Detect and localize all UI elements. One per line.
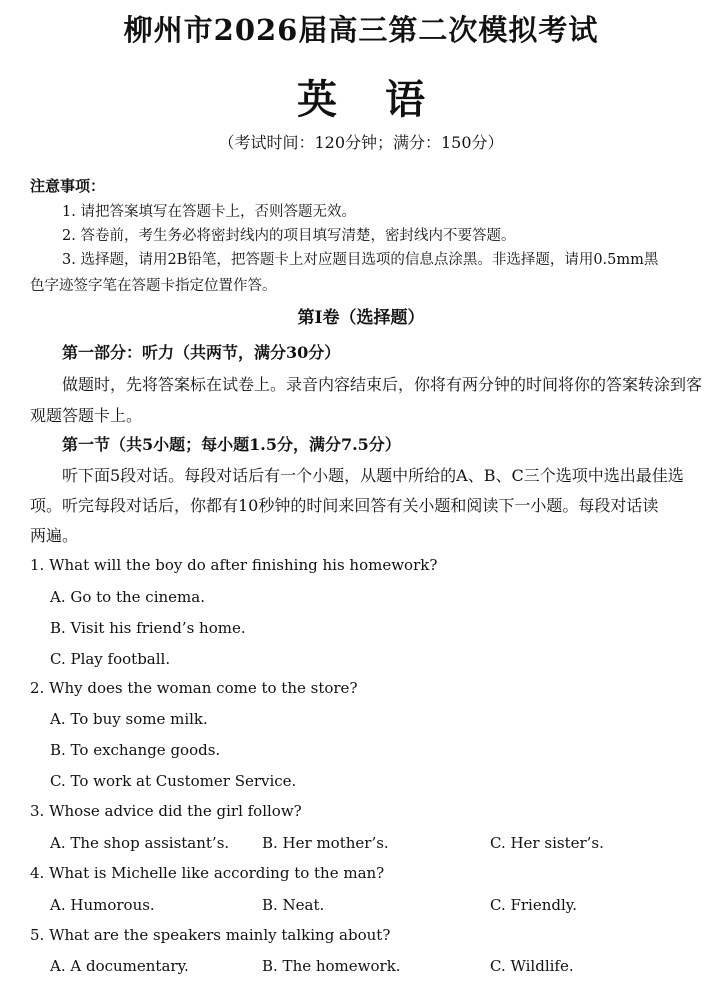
notice-item-2: 2. 答卷前，考生务必将密封线内的项目填写清楚，密封线内不要答题。 — [62, 228, 516, 244]
subject-title — [0, 68, 722, 125]
question-5-option-b: B. The homework. — [262, 957, 401, 975]
question-3-option-c: C. Her sister’s. — [490, 834, 604, 852]
section-1-instruction-line-3: 两遍。 — [30, 526, 79, 545]
question-1-stem: 1. What will the boy do after finishing his homework? — [30, 556, 438, 574]
notice-item-1: 1. 请把答案填写在答题卡上，否则答题无效。 — [62, 204, 356, 220]
subject-char-2: 语 — [385, 76, 425, 123]
notice-item-3: 3. 选择题，请用2B铅笔，把答题卡上对应题目选项的信息点涂黑。非选择题，请用0.5mm黑 — [62, 252, 659, 268]
question-2-option-c: C. To work at Customer Service. — [50, 772, 297, 790]
exam-title: 柳州市2026届高三第二次模拟考试 — [123, 13, 599, 47]
question-5-stem: 5. What are the speakers mainly talking about? — [30, 926, 391, 944]
notice-heading: 注意事项： — [30, 177, 106, 195]
volume-title: 第Ⅰ卷（选择题） — [297, 308, 425, 328]
question-4-stem: 4. What is Michelle like according to the man? — [30, 864, 385, 882]
question-4-option-a: A. Humorous. — [50, 896, 155, 914]
question-4-option-b: B. Neat. — [262, 896, 325, 914]
question-3-option-a: A. The shop assistant’s. — [50, 834, 230, 852]
subject-char-1: 英 — [297, 76, 337, 123]
question-1-option-c: C. Play football. — [50, 650, 171, 668]
question-5-option-a: A. A documentary. — [50, 957, 189, 975]
section-1-heading: 第一节（共5小题；每小题1.5分，满分7.5分） — [62, 435, 401, 454]
part-1-instruction-line-1: 做题时，先将答案标在试卷上。录音内容结束后，你将有两分钟的时间将你的答案转涂到客 — [62, 375, 703, 394]
question-1-option-a: A. Go to the cinema. — [50, 588, 205, 606]
part-1-instruction-line-2: 观题答题卡上。 — [30, 406, 143, 425]
question-3-stem: 3. Whose advice did the girl follow? — [30, 802, 302, 820]
question-3-option-b: B. Her mother’s. — [262, 834, 389, 852]
exam-info: （考试时间：120分钟；满分：150分） — [218, 133, 504, 152]
question-2-stem: 2. Why does the woman come to the store? — [30, 679, 358, 697]
section-1-instruction-line-1: 听下面5段对话。每段对话后有一个小题，从题中所给的A、B、C三个选项中选出最佳选 — [62, 466, 684, 485]
part-1-heading: 第一部分：听力（共两节，满分30分） — [62, 343, 341, 362]
question-4-option-c: C. Friendly. — [490, 896, 578, 914]
question-1-option-b: B. Visit his friend’s home. — [50, 619, 246, 637]
section-1-instruction-line-2: 项。听完每段对话后，你都有10秒钟的时间来回答有关小题和阅读下一小题。每段对话读 — [30, 496, 659, 515]
notice-item-3-cont: 色字迹签字笔在答题卡指定位置作答。 — [30, 278, 277, 294]
question-2-option-a: A. To buy some milk. — [50, 710, 208, 728]
question-5-option-c: C. Wildlife. — [490, 957, 574, 975]
question-2-option-b: B. To exchange goods. — [50, 741, 221, 759]
